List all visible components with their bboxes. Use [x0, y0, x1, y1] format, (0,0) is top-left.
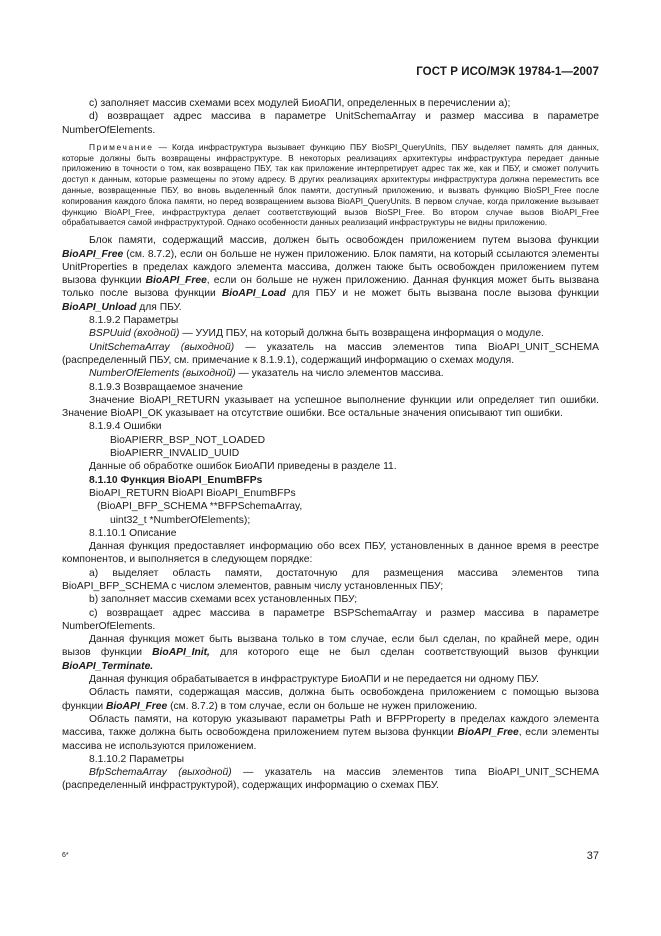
text-run: для ПБУ и не может быть вызвана после вызова функции	[285, 288, 599, 300]
text-run: (см. 8.7.2) в том случае, если он больше не нужен приложению.	[167, 700, 478, 712]
description-paragraph: Данная функция предоставляет информацию обо всех ПБУ, установленных в данное время в реестре компонентов, и выполняется в следующем порядке:	[62, 541, 599, 566]
function-name: BioAPI_Free	[457, 727, 519, 739]
infrastructure-paragraph: Данная функция обрабатывается в инфраструктуре БиоАПИ и не передается ни одному ПБУ.	[89, 674, 539, 686]
function-name: BioAPI_Free	[105, 700, 168, 712]
param-name: NumberOfElements (выходной)	[89, 368, 236, 380]
section-heading-8110: 8.1.10 Функция BioAPI_EnumBFPs	[89, 474, 263, 486]
param-bspuuid	[62, 327, 599, 340]
param-desc: — указатель на массив элементов типа BioAPI_UNIT_SCHEMA (распределенный инфраструктурой), содержащих информацию о схемах ПБУ.	[62, 767, 599, 792]
return-paragraph: Значение BioAPI_RETURN указывает на успешное выполнение функции или определяет тип ошибки. Значение BioAPI_OK указывает на отсутствие ошибки. Все остальные значения описывают тип ошибки.	[62, 394, 599, 420]
text-run: , если элементы массива не используются приложением.	[62, 727, 599, 752]
text-run: Данная функция может быть вызвана только в том случае, если был сделан, по крайней мере, один вызов функции	[62, 634, 599, 659]
function-name: BioAPI_Load	[221, 288, 286, 300]
param-desc: — УУИД ПБУ, на который должна быть возвращена информация о модуле.	[179, 328, 544, 340]
note-text: — Когда инфраструктура вызывает функцию ПБУ BioSPI_QueryUnits, ПБУ выделяет память для данных, которые должны быть возвращены инфраструктуре. В некоторых реализациях архитектуры инфраструктура передает данные приложению в точности о том, как возвращено ПБУ, так как приложение интерпретирует адрес так же, как и ПБУ, и сможет получить доступ к данным, которые размещены по этому адресу. В других реализациях архитектуры инфраструктура должна переместить все данные, возвращенные ПБУ, во вновь выделенный блок памяти, доступный приложению, и вызвать функцию BioSPI_Free после копирования каждого блока памяти, но перед возвращением вызова BioAPI_QueryUnits. В первом случае, когда приложение вызывает функцию BioAPI_Free, инфраструктура делает соответствующий вызов BioSPI_Free. Во втором случае вызов BioAPI_Free обрабатывается самой инфраструктурой. Однако особенности данных реализаций инфраструктуры не видны приложению.	[62, 141, 599, 228]
note-paragraph	[62, 142, 599, 228]
code-line: uint32_t *NumberOfElements);	[110, 514, 251, 526]
param-desc: — указатель на число элементов массива.	[235, 368, 444, 380]
param-bfpschemaarray	[62, 766, 599, 793]
text-run: для которого еще не был сделан соответствующий вызов функции	[209, 647, 599, 659]
text-run: (см. 8.7.2), если он больше не нужен приложению. Блок памяти, на который ссылаются элементы UnitProperties в пределах каждого элемента массива, должен также быть освобожден приложением путем вызова функции	[62, 248, 599, 287]
param-name: BSPUuid (входной)	[89, 328, 180, 340]
note-label: Примечание	[89, 141, 154, 152]
param-name: BfpSchemaArray (выходной)	[89, 767, 232, 779]
code-line: BioAPI_RETURN BioAPI BioAPI_EnumBFPs	[89, 487, 296, 499]
list-item-d: d) возвращает адрес массива в параметре UnitSchemaArray и размер массива в параметре NumberOfElements.	[62, 111, 599, 136]
text-run: Блок памяти, содержащий массив, должен быть освобожден приложением путем вызова функции	[89, 235, 599, 247]
function-name: BioAPI_Init,	[152, 647, 210, 659]
call-paragraph	[62, 633, 599, 673]
list-item-a: а) выделяет область памяти, достаточную для размещения массива элементов типа BioAPI_BFP_SCHEMA с числом элементов, равным числу установленных ПБУ;	[62, 567, 599, 592]
function-name: BioAPI_Unload	[62, 301, 137, 313]
text-run: для ПБУ.	[136, 301, 182, 313]
section-heading-8193: 8.1.9.3 Возвращаемое значение	[89, 381, 243, 393]
error-code: BioAPIERR_INVALID_UUID	[110, 448, 240, 460]
param-desc: — указатель на массив элементов типа BioAPI_UNIT_SCHEMA (распределенный ПБУ, см. примечание к 8.1.9.1), содержащий информацию о схемах модуля.	[62, 341, 599, 366]
error-note: Данные об обработке ошибок БиоАПИ приведены в разделе 11.	[89, 461, 397, 473]
text-run: Область памяти, на которую указывают параметры Path и BFPProperty в пределах каждого элемента массива, также должна быть освобождена приложением путем вызова функции	[62, 713, 599, 739]
param-numberofelements	[62, 367, 599, 380]
section-heading-81101: 8.1.10.1 Описание	[89, 527, 177, 539]
list-item-b: b) заполняет массив схемами всех установленных ПБУ;	[89, 594, 358, 606]
function-name: BioAPI_Free	[145, 275, 207, 287]
section-heading-81102: 8.1.10.2 Параметры	[89, 753, 184, 765]
param-unitschemaarray	[62, 341, 599, 368]
text-run: , если он больше не нужен приложению. Данная функция может быть вызвана только после вызова функции	[62, 275, 599, 300]
function-name: BioAPI_Free	[62, 248, 124, 260]
text-run: Область памяти, содержащая массив, должна быть освобождена приложением с помощью вызова функции	[62, 687, 599, 712]
page-content	[62, 97, 599, 793]
section-heading-8192: 8.1.9.2 Параметры	[89, 315, 179, 327]
document-header: ГОСТ Р ИСО/МЭК 19784-1—2007	[416, 66, 599, 78]
error-code: BioAPIERR_BSP_NOT_LOADED	[110, 434, 266, 446]
section-heading-8194: 8.1.9.4 Ошибки	[89, 421, 162, 433]
param-name: UnitSchemaArray (выходной)	[89, 341, 235, 353]
page-number: 37	[586, 850, 599, 862]
area-paragraph	[62, 686, 599, 713]
footer-signature-mark: 6*	[62, 852, 69, 859]
code-line: (BioAPI_BFP_SCHEMA **BFPSchemaArray,	[97, 501, 303, 513]
list-item-c2: с) возвращает адрес массива в параметре BSPSchemaArray и размер массива в параметре NumberOfElements.	[62, 607, 599, 632]
reference-paragraph	[62, 713, 599, 753]
memory-paragraph	[62, 234, 599, 314]
function-name: BioAPI_Terminate.	[62, 660, 154, 672]
list-item-c: с) заполняет массив схемами всех модулей БиоАПИ, определенных в перечислении а);	[89, 98, 511, 109]
